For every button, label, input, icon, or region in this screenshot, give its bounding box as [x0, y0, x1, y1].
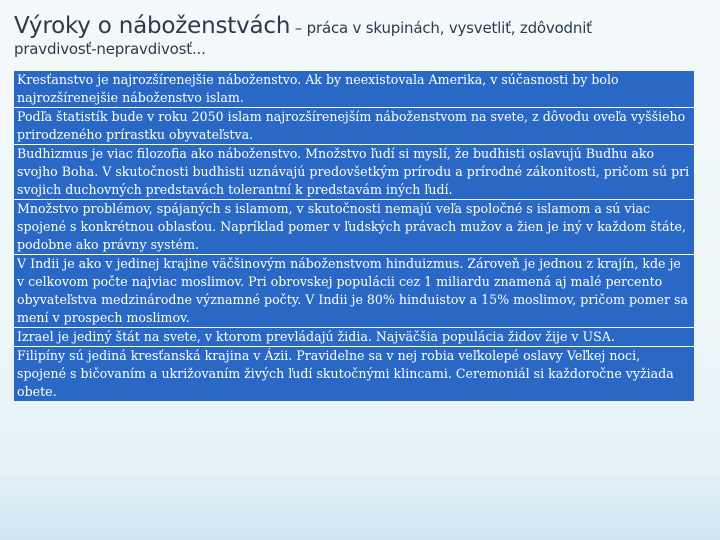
statement-cell: V Indii je ako v jedinej krajine väčšinovým náboženstvom hinduizmus. Zároveň je jednou z krajín, kde je v celkovom počte najviac moslimov. Pri obrovskej populácii cez 1 miliardu znamená aj malé percento obyvateľstva medzinárodne významné počty. V Indii je 80% hinduistov a 15% moslimov, pričom pomer sa mení v prospech moslimov.: [14, 255, 694, 328]
table-row: [14, 145, 694, 200]
slide-title-line2: pravdivosť-nepravdivosť...: [14, 40, 206, 59]
slide-background-band: [0, 470, 720, 540]
slide-title-main: Výroky o náboženstvách: [14, 13, 291, 39]
table-row: [14, 200, 694, 255]
statement-cell: Filipíny sú jediná kresťanská krajina v Ázii. Pravidelne sa v nej robia veľkolepé oslavy Veľkej noci, spojené s bičovaním a ukrižovaním živých ľudí skutočnými klincami. Ceremoniál si každoročne vyžiada obete.: [14, 347, 694, 402]
table-row: [14, 255, 694, 328]
table-row: [14, 71, 694, 108]
statement-cell: Množstvo problémov, spájaných s islamom, v skutočnosti nemajú veľa spoločné s islamom a sú viac spojené s konkrétnou oblasťou. Napríklad pomer v ľudských právach mužov a žien je iný v každom štáte, podobne ako právny systém.: [14, 200, 694, 255]
statement-cell: Izrael je jediný štát na svete, v ktorom prevládajú židia. Najväčšia populácia židov žije v USA.: [14, 328, 694, 347]
table-row: [14, 108, 694, 145]
table-row: [14, 328, 694, 347]
statement-cell: Podľa štatistík bude v roku 2050 islam najrozšírenejším náboženstvom na svete, z dôvodu oveľa vyššieho prirodzeného prírastku obyvateľstva.: [14, 108, 694, 145]
table-row: [14, 347, 694, 402]
slide-title-sub: – práca v skupinách, vysvetliť, zdôvodniť: [290, 19, 592, 37]
slide-title: [14, 14, 714, 58]
statement-cell: Budhizmus je viac filozofia ako náboženstvo. Množstvo ľudí si myslí, že budhisti oslavujú Budhu ako svojho Boha. V skutočnosti budhisti uznávajú predovšetkým prírodu a prírodné zákonitosti, pričom sú pri svojich duchovných predstavách tolerantní k predstavám iných ľudí.: [14, 145, 694, 200]
statements-table: [14, 71, 694, 401]
statement-cell: Kresťanstvo je najrozšírenejšie náboženstvo. Ak by neexistovala Amerika, v súčasnosti by bolo najrozšírenejšie náboženstvo islam.: [14, 71, 694, 108]
